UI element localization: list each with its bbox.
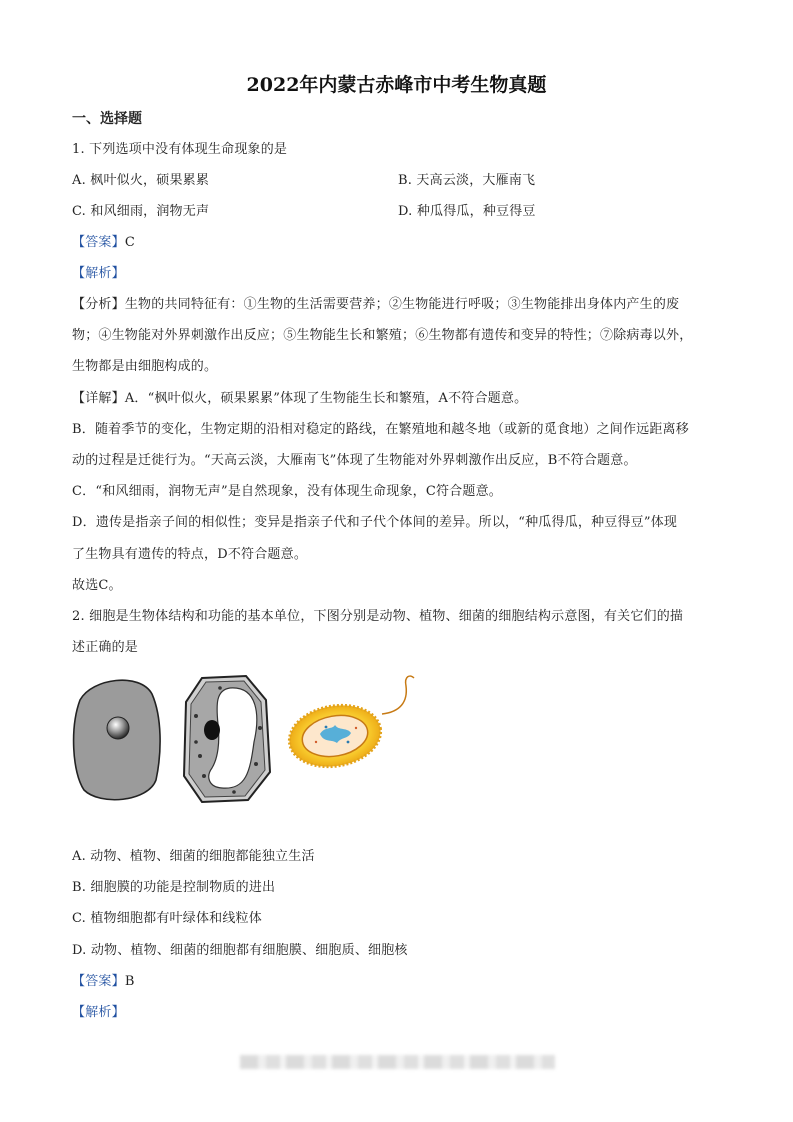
q1-detail-line-4: C．“和风细雨，润物无声”是自然现象，没有体现生命现象，C符合题意。 [72, 484, 502, 499]
q1-detail-line-5: D．遗传是指亲子间的相似性；变异是指亲子代和子代个体间的差异。所以，“种瓜得瓜，种豆得豆”体现 [72, 515, 678, 530]
q1-detail-line-7: 故选C。 [72, 578, 122, 593]
q1-analysis-line-2: 物；④生物能对外界刺激作出反应；⑤生物能生长和繁殖；⑥生物都有遗传和变异的特性；⑦除病毒以外， [72, 328, 693, 343]
page-title: 2022年内蒙古赤峰市中考生物真题 [246, 74, 547, 96]
answer-tag: 【答案】 [72, 974, 125, 989]
q1-option-d: D. 种瓜得瓜，种豆得豆 [398, 204, 536, 219]
animal-cell [74, 680, 160, 800]
q1-analysis-line-3: 生物都是由细胞构成的。 [72, 359, 218, 374]
analysis-tag: 【分析】 [72, 297, 125, 312]
q2-option-b: B. 细胞膜的功能是控制物质的进出 [72, 880, 276, 895]
answer-tag: 【答案】 [72, 235, 125, 250]
q1-jiexi-tag: 【解析】 [72, 266, 125, 281]
answer-value: C [124, 235, 135, 250]
q2-option-c: C. 植物细胞都有叶绿体和线粒体 [72, 911, 262, 926]
section-heading: 一、选择题 [72, 111, 142, 127]
bacterial-cell [284, 676, 414, 773]
q1-stem: 1. 下列选项中没有体现生命现象的是 [72, 142, 288, 157]
answer-value: B [124, 974, 135, 989]
q1-analysis-line-1: 【分析】生物的共同特征有：①生物的生活需要营养；②生物能进行呼吸；③生物能排出身体内产生的废 [72, 297, 680, 312]
q1-detail-line-6: 了生物具有遗传的特点，D不符合题意。 [72, 547, 308, 562]
q1-detail-line-2: B．随着季节的变化，生物定期的沿相对稳定的路线，在繁殖地和越冬地（或新的觅食地）之间作远距离移 [72, 422, 689, 437]
q1-detail-line-1: 【详解】A．“枫叶似火，硕果累累”体现了生物能生长和繁殖，A不符合题意。 [72, 391, 528, 406]
q2-answer [72, 972, 135, 992]
q2-option-d: D. 动物、植物、细菌的细胞都有细胞膜、细胞质、细胞核 [72, 943, 408, 958]
q2-stem-line-2: 述正确的是 [72, 640, 139, 655]
detail-tag: 【详解】 [72, 391, 125, 406]
q2-stem-line-1: 2. 细胞是生物体结构和功能的基本单位，下图分别是动物、植物、细菌的细胞结构示意图，有关它们的描 [72, 609, 684, 624]
blurred-watermark [240, 1055, 555, 1069]
plant-cell [184, 676, 270, 802]
q1-option-a: A. 枫叶似火，硕果累累 [72, 173, 210, 188]
q1-option-c: C. 和风细雨，润物无声 [72, 204, 210, 219]
cell-diagrams [70, 672, 420, 807]
q1-detail-line-3: 动的过程是迁徙行为。“天高云淡，大雁南飞”体现了生物能对外界刺激作出反应，B不符合题意。 [72, 453, 637, 468]
q2-option-a: A. 动物、植物、细菌的细胞都能独立生活 [72, 849, 315, 864]
q1-option-b: B. 天高云淡，大雁南飞 [398, 173, 536, 188]
q2-jiexi-tag: 【解析】 [72, 1005, 125, 1020]
q1-answer [72, 233, 135, 253]
